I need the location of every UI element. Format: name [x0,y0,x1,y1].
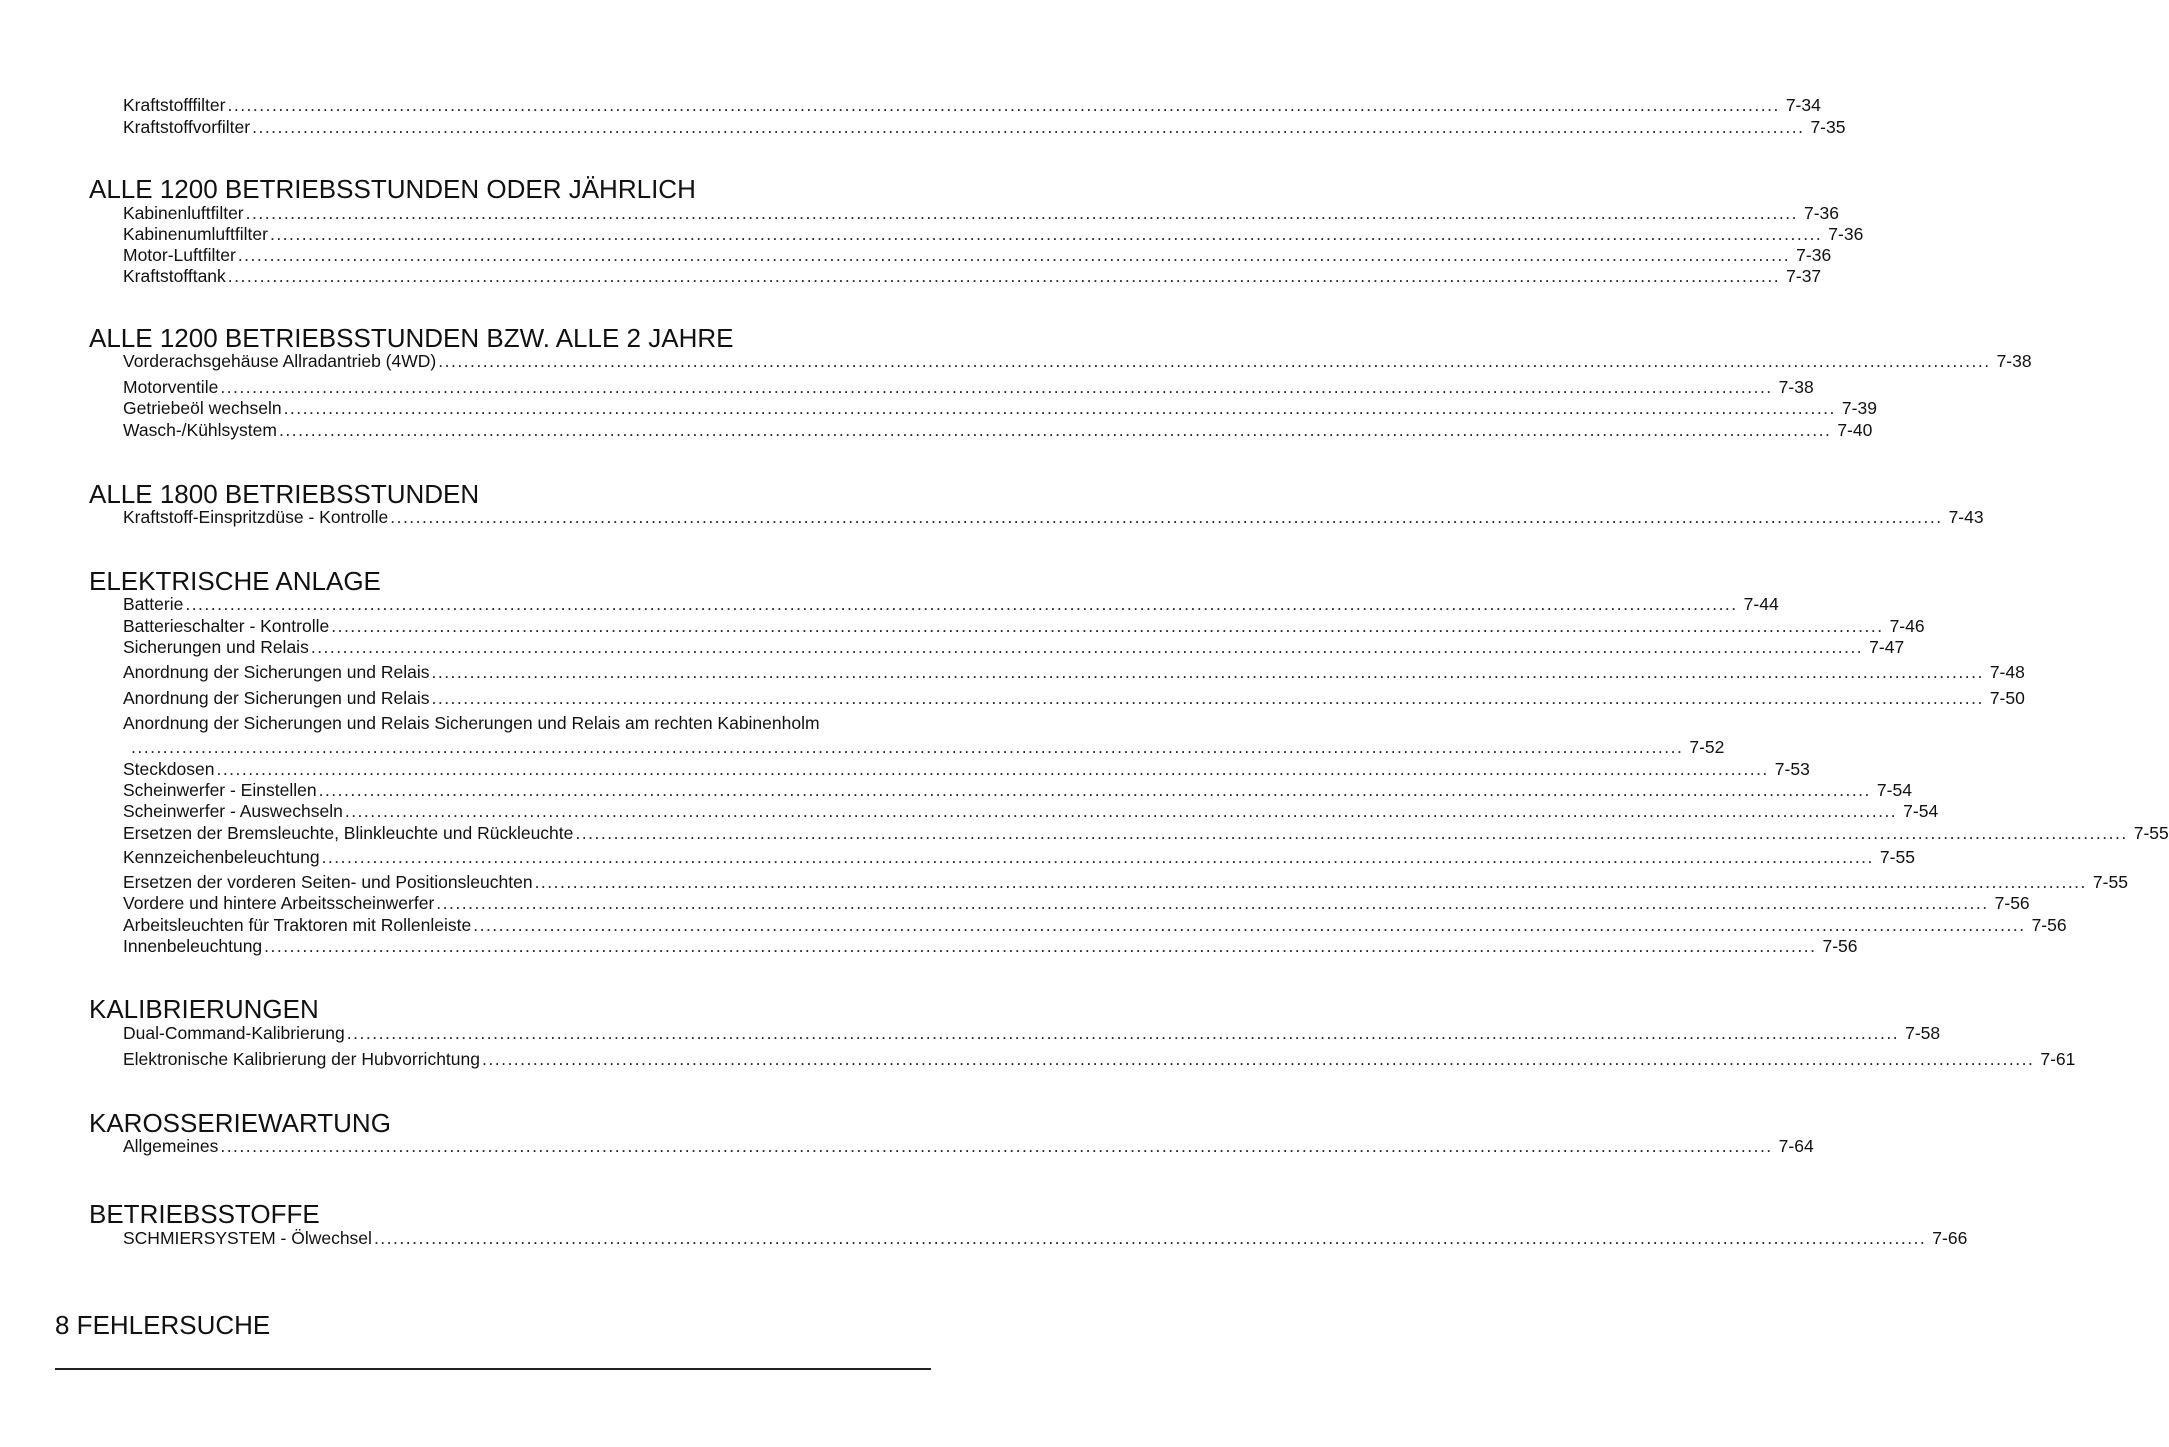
entry-page: 7-40 [1837,420,1873,440]
toc-entry[interactable] [123,377,1814,398]
dot-leader: .................................................................................................................................................................................................................................................... [390,507,1943,527]
entry-page: 7-48 [1989,662,2025,682]
entry-label: Getriebeöl wechseln [123,398,282,418]
entry-label: Steckdosen [123,759,215,779]
section-heading: KALIBRIERUNGEN [89,994,319,1024]
entry-label: Kennzeichenbeleuchtung [123,847,320,867]
entry-label: Motor-Luftfilter [123,245,236,265]
entry-label: Kraftstofffilter [123,95,226,115]
toc-entry[interactable] [123,780,1912,801]
entry-page: 7-61 [2040,1049,2076,1069]
entry-page: 7-56 [1994,893,2030,913]
toc-entry[interactable] [123,224,1864,245]
toc-entry[interactable] [123,117,1846,138]
entry-label: Dual-Command-Kalibrierung [123,1023,345,1043]
dot-leader: .................................................................................................................................................................................................................................................... [264,936,1817,956]
entry-label: Allgemeines [123,1136,219,1156]
toc-entry[interactable] [123,351,2032,372]
toc-entry[interactable] [123,1136,1814,1157]
dot-leader: .................................................................................................................................................................................................................................................... [269,224,1823,244]
dot-leader: .................................................................................................................................................................................................................................................... [473,915,2026,935]
entry-label: Batterieschalter - Kontrolle [123,616,330,636]
entry-page: 7-34 [1785,95,1821,115]
toc-entry[interactable] [123,507,1984,528]
toc-entry[interactable] [123,616,1925,637]
dot-leader: .................................................................................................................................................................................................................................................... [245,203,1798,223]
entry-page: 7-52 [1689,737,1725,757]
entry-page: 7-66 [1932,1228,1968,1248]
section-heading: BETRIEBSSTOFFE [89,1199,320,1229]
toc-entry[interactable] [123,420,1873,441]
entry-label: Vorderachsgehäuse Allradantrieb (4WD) [123,351,437,371]
dot-leader: .................................................................................................................................................................................................................................................... [283,398,1836,418]
entry-label: Kabinenumluftfilter [123,224,268,244]
entry-page: 7-46 [1889,616,1925,636]
entry-page: 7-50 [1989,688,2025,708]
dot-leader: .................................................................................................................................................................................................................................................... [216,759,1769,779]
toc-entry[interactable] [123,872,2128,893]
entry-page: 7-55 [2133,823,2169,843]
dot-leader: .................................................................................................................................................................................................................................................... [575,823,2128,843]
dot-leader: .................................................................................................................................................................................................................................................... [227,95,1780,115]
dot-leader: .................................................................................................................................................................................................................................................... [331,616,1884,636]
entry-label: Arbeitsleuchten für Traktoren mit Rollenleiste [123,915,472,935]
toc-entry[interactable] [123,1049,2076,1070]
section-heading: ALLE 1200 BETRIEBSSTUNDEN ODER JÄHRLICH [89,174,696,204]
section-heading: ALLE 1200 BETRIEBSSTUNDEN BZW. ALLE 2 JAHRE [89,323,734,353]
toc-entry[interactable] [123,203,1840,224]
entry-label: Kraftstoffvorfilter [123,117,251,137]
section-heading: KAROSSERIEWARTUNG [89,1108,391,1138]
entry-label: Wasch-/Kühlsystem [123,420,277,440]
section-heading: ELEKTRISCHE ANLAGE [89,566,381,596]
entry-page: 7-43 [1948,507,1984,527]
toc-entry[interactable] [123,893,2030,914]
dot-leader: .................................................................................................................................................................................................................................................... [431,688,1984,708]
entry-page: 7-53 [1774,759,1810,779]
dot-leader: .................................................................................................................................................................................................................................................... [482,1049,2035,1069]
chapter-heading[interactable]: 8 FEHLERSUCHE [55,1310,271,1340]
toc-entry[interactable] [123,662,2025,683]
entry-label: Motorventile [123,377,219,397]
dot-leader: .................................................................................................................................................................................................................................................... [237,245,1791,265]
toc-entry[interactable] [123,1228,1968,1249]
entry-label: Innenbeleuchtung [123,936,263,956]
entry-page: 7-44 [1743,594,1779,614]
entry-label: Kraftstofftank [123,266,226,286]
toc-entry[interactable] [123,398,1877,419]
entry-page: 7-54 [1876,780,1912,800]
horizontal-rule [55,1368,931,1370]
dot-leader: .................................................................................................................................................................................................................................................... [436,893,1989,913]
toc-entry[interactable] [123,759,1810,780]
entry-label: Anordnung der Sicherungen und Relais [123,662,430,682]
entry-page: 7-36 [1796,245,1832,265]
entry-page: 7-58 [1905,1023,1941,1043]
toc-entry[interactable] [123,688,2025,709]
dot-leader: .................................................................................................................................................................................................................................................... [534,872,2087,892]
entry-page: 7-56 [1822,936,1858,956]
section-heading: ALLE 1800 BETRIEBSSTUNDEN [89,479,480,509]
toc-entry[interactable] [123,637,1905,658]
entry-label: Elektronische Kalibrierung der Hubvorrichtung [123,1049,480,1069]
toc-entry[interactable] [123,823,2169,844]
dot-leader: .................................................................................................................................................................................................................................................... [220,1136,1773,1156]
toc-entry[interactable] [123,95,1821,116]
dot-leader: .................................................................................................................................................................................................................................................... [310,637,1864,657]
entry-label: Kraftstoff-Einspritzdüse - Kontrolle [123,507,389,527]
entry-label: Ersetzen der Bremsleuchte, Blinkleuchte und Rückleuchte [123,823,574,843]
dot-leader: .................................................................................................................................................................................................................................................... [318,780,1871,800]
entry-label-wrapped[interactable]: Anordnung der Sicherungen und Relais Sicherungen und Relais am rechten Kabinenholm [123,713,820,733]
entry-page: 7-37 [1786,266,1822,286]
toc-entry[interactable] [123,801,1939,822]
dot-leader: .................................................................................................................................................................................................................................................... [131,737,1684,757]
entry-page: 7-47 [1869,637,1905,657]
entry-label: Scheinwerfer - Einstellen [123,780,317,800]
dot-leader: .................................................................................................................................................................................................................................................... [344,801,1898,821]
entry-label: Kabinenluftfilter [123,203,244,223]
dot-leader: .................................................................................................................................................................................................................................................... [227,266,1781,286]
entry-label: SCHMIERSYSTEM - Ölwechsel [123,1228,372,1248]
dot-leader: .................................................................................................................................................................................................................................................... [438,351,1991,371]
dot-leader: .................................................................................................................................................................................................................................................... [373,1228,1927,1248]
toc-entry[interactable] [123,847,1915,868]
entry-page: 7-39 [1841,398,1877,418]
dot-leader: .................................................................................................................................................................................................................................................... [252,117,1805,137]
entry-page: 7-38 [1778,377,1814,397]
entry-page: 7-38 [1996,351,2032,371]
dot-leader: .................................................................................................................................................................................................................................................... [346,1023,1900,1043]
toc-entry-continuation[interactable] [131,737,1725,758]
entry-page: 7-55 [1879,847,1915,867]
dot-leader: .................................................................................................................................................................................................................................................... [220,377,1773,397]
toc-entry[interactable] [123,936,1858,957]
toc-entry[interactable] [123,1023,1941,1044]
toc-entry[interactable] [123,594,1779,615]
entry-label: Scheinwerfer - Auswechseln [123,801,343,821]
dot-leader: .................................................................................................................................................................................................................................................... [321,847,1874,867]
entry-label: Sicherungen und Relais [123,637,309,657]
toc-entry[interactable] [123,915,2067,936]
entry-label: Batterie [123,594,184,614]
entry-page: 7-36 [1828,224,1864,244]
entry-label: Ersetzen der vorderen Seiten- und Positionsleuchten [123,872,533,892]
toc-entry[interactable] [123,266,1822,287]
entry-page: 7-55 [2092,872,2128,892]
entry-page: 7-54 [1903,801,1939,821]
entry-page: 7-36 [1803,203,1840,223]
dot-leader: .................................................................................................................................................................................................................................................... [278,420,1832,440]
toc-entry[interactable] [123,245,1832,266]
entry-label: Vordere und hintere Arbeitsscheinwerfer [123,893,435,913]
entry-page: 7-56 [2031,915,2067,935]
entry-page: 7-64 [1778,1136,1814,1156]
entry-label: Anordnung der Sicherungen und Relais [123,688,430,708]
dot-leader: .................................................................................................................................................................................................................................................... [431,662,1984,682]
dot-leader: .................................................................................................................................................................................................................................................... [185,594,1738,614]
entry-page: 7-35 [1810,117,1846,137]
